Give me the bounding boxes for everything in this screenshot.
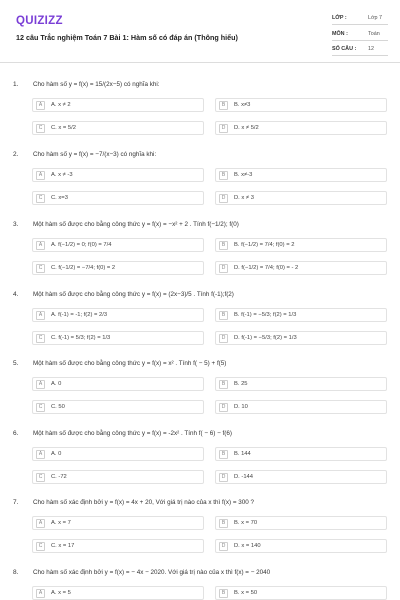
option-letter: B [219,311,228,320]
question-text: Một hàm số được cho bằng công thức y = f(x) = -2x² . Tính f( − 6) − f(6) [33,430,232,437]
option-c[interactable] [32,539,204,553]
question-text: Một hàm số được cho bằng công thức y = f(x) = −x² + 2 . Tính f(−1/2); f(0) [33,221,239,228]
option-d[interactable] [215,400,387,414]
option-letter: D [219,194,228,203]
option-d[interactable] [215,261,387,275]
option-letter: D [219,264,228,273]
option-c[interactable] [32,400,204,414]
worksheet-header [0,0,400,64]
option-text: A. x = 5 [51,589,71,596]
option-text: B. x≠-3 [234,171,253,178]
option-letter: D [219,542,228,551]
quizizz-logo: QUIZIZZ [16,15,63,27]
option-a[interactable] [32,98,204,112]
option-letter: B [219,241,228,250]
option-text: A. f(-1) = -1; f(2) = 2/3 [51,311,108,318]
option-a[interactable] [32,586,204,600]
option-letter: D [219,473,228,482]
option-d[interactable] [215,191,387,205]
option-d[interactable] [215,470,387,484]
option-d[interactable] [215,121,387,135]
meta-value: Lớp 7 [368,15,383,21]
option-b[interactable] [215,516,387,530]
meta-key: MÔN : [332,31,348,37]
question-1 [0,81,400,151]
option-text: D. f(−1/2) = 7/4; f(0) = - 2 [234,264,299,271]
option-letter: B [219,519,228,528]
option-text: D. -144 [234,473,254,480]
question-3 [0,221,400,291]
option-text: D. 10 [234,403,248,410]
option-text: B. x = 50 [234,589,258,596]
question-number: 6. [13,430,19,437]
option-letter: C [36,334,45,343]
question-text: Cho hàm số xác định bởi y = f(x) = − 4x − 2020. Với giá trị nào của x thì f(x) = − 2040 [33,569,271,576]
option-letter: A [36,589,45,598]
option-d[interactable] [215,539,387,553]
option-letter: C [36,264,45,273]
option-c[interactable] [32,261,204,275]
option-letter: A [36,101,45,110]
option-letter: C [36,403,45,412]
option-letter: D [219,124,228,133]
option-a[interactable] [32,377,204,391]
page-title: 12 câu Trắc nghiệm Toán 7 Bài 1: Hàm số có đáp án (Thông hiểu) [16,33,238,42]
option-text: B. x = 70 [234,519,258,526]
option-b[interactable] [215,377,387,391]
meta-key: LỚP : [332,15,347,21]
option-text: C. x=3 [51,194,68,201]
option-text: A. x = 7 [51,519,71,526]
question-text: Cho hàm số y = f(x) = 15/(2x−5) có nghĩa khi: [33,81,160,88]
meta-key: SỐ CÂU : [332,46,357,52]
meta-divider [332,40,388,41]
option-b[interactable] [215,447,387,461]
option-text: C. f(-1) = 5/3; f(2) = 1/3 [51,334,111,341]
option-a[interactable] [32,447,204,461]
option-text: A. 0 [51,450,62,457]
option-c[interactable] [32,191,204,205]
option-b[interactable] [215,308,387,322]
option-text: C. x = 5/2 [51,124,76,131]
option-b[interactable] [215,168,387,182]
option-letter: A [36,241,45,250]
option-text: A. 0 [51,380,62,387]
option-text: A. f(−1/2) = 0; f(0) = 7/4 [51,241,112,248]
question-number: 4. [13,291,19,298]
question-number: 7. [13,499,19,506]
option-letter: B [219,380,228,389]
option-text: C. x = 17 [51,542,75,549]
option-text: C. f(−1/2) = −7/4; f(0) = 2 [51,264,116,271]
meta-value: Toán [368,31,380,37]
question-6 [0,430,400,500]
option-text: D. x ≠ 5/2 [234,124,259,131]
question-text: Một hàm số được cho bằng công thức y = f(x) = x² . Tính f( − 5) + f(5) [33,360,227,367]
option-letter: C [36,124,45,133]
option-letter: A [36,311,45,320]
option-text: C. -72 [51,473,67,480]
option-d[interactable] [215,331,387,345]
question-number: 2. [13,151,19,158]
option-letter: C [36,542,45,551]
option-text: B. f(−1/2) = 7/4; f(0) = 2 [234,241,295,248]
question-number: 8. [13,569,19,576]
meta-value: 12 [368,46,374,52]
option-text: B. 144 [234,450,251,457]
option-b[interactable] [215,238,387,252]
option-text: A. x ≠ 2 [51,101,71,108]
question-number: 1. [13,81,19,88]
option-text: A. x ≠ -3 [51,171,73,178]
question-8 [0,569,400,600]
option-a[interactable] [32,516,204,530]
option-text: D. x = 140 [234,542,261,549]
question-2 [0,151,400,221]
question-text: Một hàm số được cho bằng công thức y = f(x) = (2x−3)/5 . Tính f(-1);f(2) [33,291,234,298]
option-letter: B [219,589,228,598]
option-b[interactable] [215,98,387,112]
meta-divider [332,24,388,25]
option-text: B. 25 [234,380,248,387]
option-text: C. 50 [51,403,65,410]
question-number: 5. [13,360,19,367]
question-text: Cho hàm số xác định bởi y = f(x) = 4x + 20, Với giá trị nào của x thì f(x) = 300 ? [33,499,255,506]
option-letter: A [36,519,45,528]
option-text: D. x ≠ 3 [234,194,254,201]
option-b[interactable] [215,586,387,600]
option-letter: D [219,403,228,412]
option-letter: C [36,194,45,203]
option-c[interactable] [32,121,204,135]
meta-divider [332,55,388,56]
option-letter: C [36,473,45,482]
question-number: 3. [13,221,19,228]
option-letter: B [219,450,228,459]
option-text: D. f(-1) = −5/3; f(2) = 1/3 [234,334,297,341]
option-text: B. x≠3 [234,101,251,108]
option-letter: A [36,380,45,389]
question-5 [0,360,400,430]
option-text: B. f(-1) = −5/3; f(2) = 1/3 [234,311,297,318]
question-4 [0,291,400,361]
option-a[interactable] [32,168,204,182]
header-divider [0,62,400,63]
option-a[interactable] [32,238,204,252]
option-letter: B [219,101,228,110]
option-c[interactable] [32,470,204,484]
option-c[interactable] [32,331,204,345]
option-letter: A [36,171,45,180]
question-7 [0,499,400,569]
option-letter: D [219,334,228,343]
question-text: Cho hàm số y = f(x) = −7/(x−3) có nghĩa khi: [33,151,157,158]
option-letter: B [219,171,228,180]
option-letter: A [36,450,45,459]
option-a[interactable] [32,308,204,322]
